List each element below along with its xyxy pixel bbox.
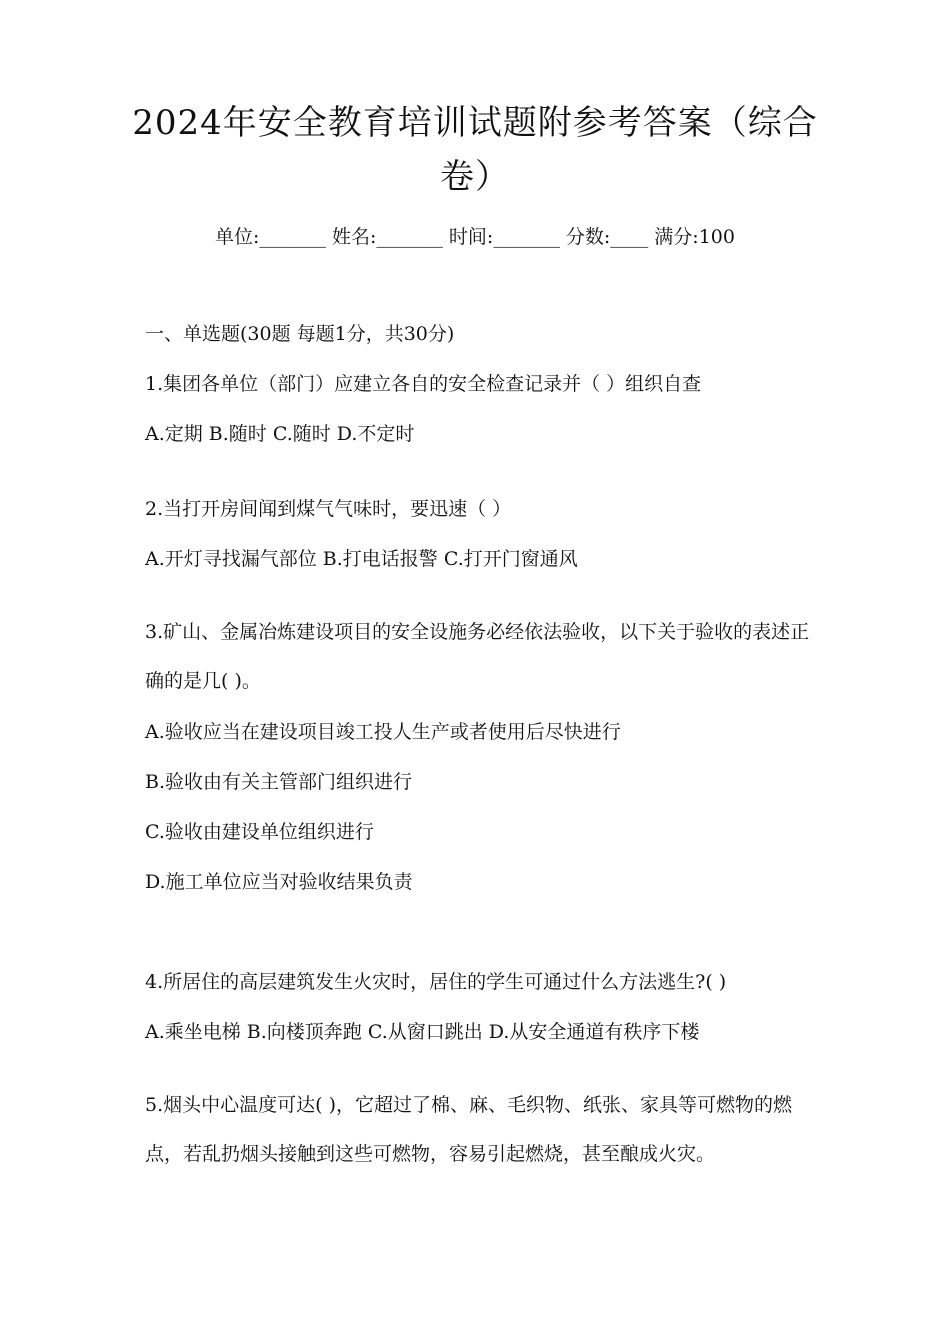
question-4-options: A.乘坐电梯 B.向楼顶奔跑 C.从窗口跳出 D.从安全通道有秩序下楼 bbox=[145, 1021, 700, 1043]
question-3-option-d: D.施工单位应当对验收结果负责 bbox=[145, 871, 413, 893]
section-heading: 一、单选题(30题 每题1分，共30分) bbox=[145, 323, 455, 345]
document-title: 2024年安全教育培训试题附参考答案（综合卷） bbox=[132, 103, 818, 197]
question-2-text: 2.当打开房间闻到煤气气味时，要迅速（ ） bbox=[145, 498, 512, 520]
question-4-text: 4.所居住的高层建筑发生火灾时，居住的学生可通过什么方法逃生?( ) bbox=[145, 971, 727, 993]
question-1-text: 1.集团各单位（部门）应建立各自的安全检查记录并（ ）组织自查 bbox=[145, 373, 702, 395]
question-3-option-b: B.验收由有关主管部门组织进行 bbox=[145, 771, 413, 793]
question-2-options: A.开灯寻找漏气部位 B.打电话报警 C.打开门窗通风 bbox=[145, 548, 578, 570]
question-1-options: A.定期 B.随时 C.随时 D.不定时 bbox=[145, 423, 415, 445]
question-3-text: 3.矿山、金属冶炼建设项目的安全设施务必经依法验收，以下关于验收的表述正确的是几( )。 bbox=[145, 621, 810, 692]
exam-info-line: 单位:_______ 姓名:_______ 时间:_______ 分数:____ 满分:100 bbox=[215, 226, 735, 248]
question-5-text: 5.烟头中心温度可达( )，它超过了棉、麻、毛织物、纸张、家具等可燃物的燃点，若乱扔烟头接触到这些可燃物，容易引起燃烧，甚至酿成火灾。 bbox=[145, 1094, 792, 1165]
question-3-option-c: C.验收由建设单位组织进行 bbox=[145, 821, 374, 843]
question-3-option-a: A.验收应当在建设项目竣工投人生产或者使用后尽快进行 bbox=[145, 721, 621, 743]
